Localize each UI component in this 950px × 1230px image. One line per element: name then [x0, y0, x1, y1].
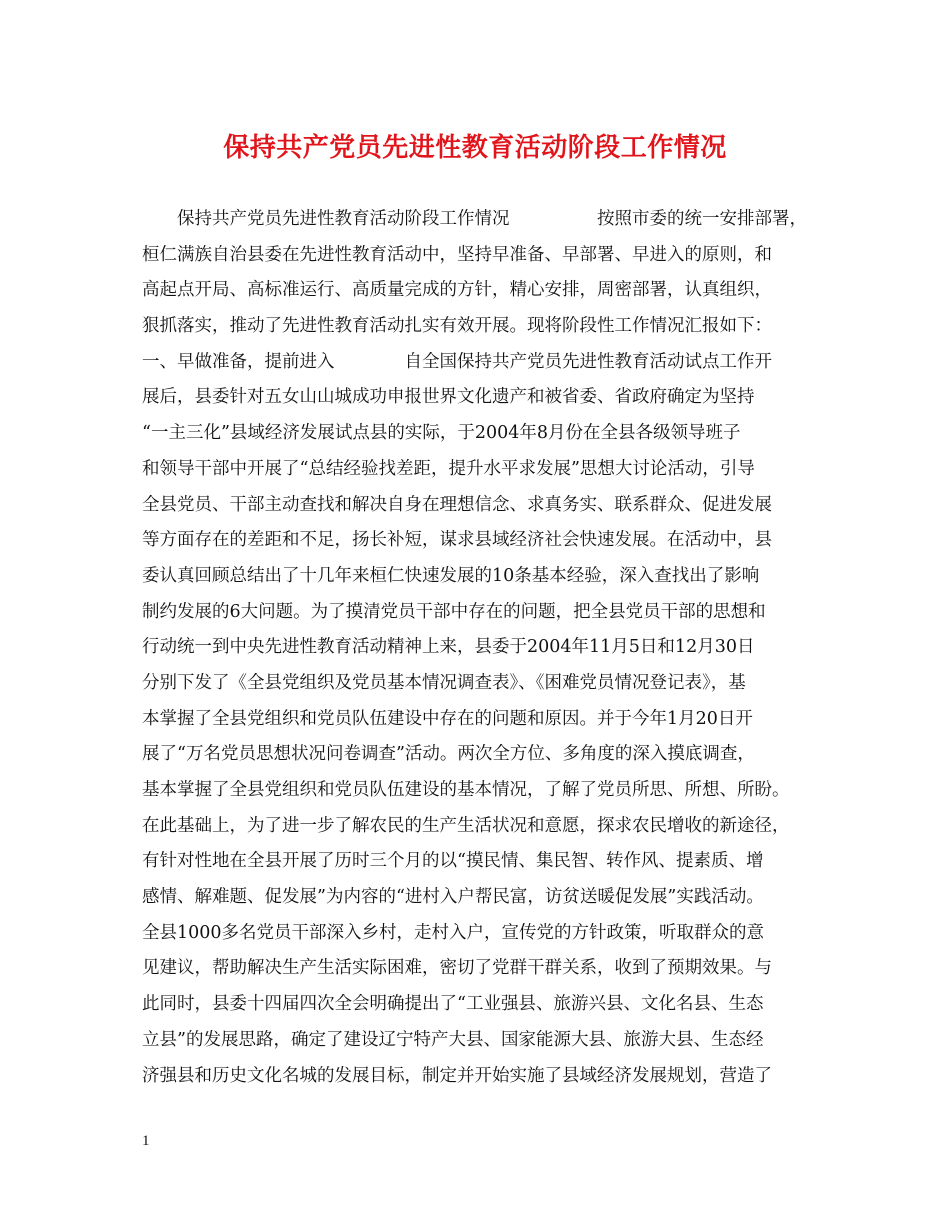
body-line: 立县”的发展思路，确定了建设辽宁特产大县、国家能源大县、旅游大县、生态经 [142, 1029, 764, 1050]
body-line: 等方面存在的差距和不足，扬长补短，谋求县域经济社会快速发展。在活动中，县 [142, 530, 772, 551]
body-line: 感情、解难题、促发展”为内容的“进村入户帮民富，访贫送暖促发展”实践活动。 [142, 887, 764, 908]
document-title: 保持共产党员先进性教育活动阶段工作情况 [223, 133, 727, 163]
body-line: 一、早做准备，提前进入 自全国保持共产党员先进性教育活动试点工作开 [142, 351, 772, 372]
body-line: 有针对性地在全县开展了历时三个月的以“摸民情、集民智、转作风、提素质、增 [142, 851, 764, 872]
page-number: 1 [142, 1133, 150, 1149]
body-line: 和领导干部中开展了“总结经验找差距，提升水平求发展”思想大讨论活动，引导 [142, 458, 755, 479]
body-line: 此同时，县委十四届四次全会明确提出了“工业强县、旅游兴县、文化名县、生态 [142, 994, 764, 1015]
body-line: 行动统一到中央先进性教育活动精神上来，县委于2004年11月5日和12月30日 [142, 637, 755, 658]
body-line: 基本掌握了全县党组织和党员队伍建设的基本情况，了解了党员所思、所想、所盼。 [142, 780, 790, 800]
body-line: 分别下发了《全县党组织及党员基本情况调查表》、《困难党员情况登记表》，基 [142, 672, 746, 693]
body-line: “一主三化”县域经济发展试点县的实际，于2004年8月份在全县各级领导班子 [142, 423, 741, 444]
body-line: 全县党员、干部主动查找和解决自身在理想信念、求真务实、联系群众、促进发展 [142, 494, 772, 515]
body-line: 保持共产党员先进性教育活动阶段工作情况 按照市委的统一安排部署， [142, 209, 807, 229]
body-line: 委认真回顾总结出了十几年来桓仁快速发展的10条基本经验，深入查找出了影响 [142, 565, 760, 586]
body-line: 制约发展的6大问题。为了摸清党员干部中存在的问题，把全县党员干部的思想和 [142, 601, 766, 622]
body-line: 高起点开局、高标准运行、高质量完成的方针，精心安排，周密部署，认真组织， [142, 280, 772, 301]
body-line: 展后，县委针对五女山山城成功申报世界文化遗产和被省委、省政府确定为坚持 [142, 387, 755, 408]
body-line: 在此基础上，为了进一步了解农民的生产生活状况和意愿，探求农民增收的新途径， [142, 815, 790, 836]
body-line: 狠抓落实，推动了先进性教育活动扎实有效开展。现将阶段性工作情况汇报如下： [142, 316, 772, 337]
body-line: 本掌握了全县党组织和党员队伍建设中存在的问题和原因。并于今年1月20日开 [142, 708, 753, 729]
body-line: 济强县和历史文化名城的发展目标，制定并开始实施了县域经济发展规划，营造了 [142, 1065, 772, 1086]
body-line: 桓仁满族自治县委在先进性教育活动中，坚持早准备、早部署、早进入的原则，和 [142, 244, 772, 265]
body-line: 全县1000多名党员干部深入乡村，走村入户，宣传党的方针政策，听取群众的意 [142, 922, 765, 943]
body-line: 展了“万名党员思想状况问卷调查”活动。两次全方位、多角度的深入摸底调查， [142, 744, 755, 765]
body-line: 见建议，帮助解决生产生活实际困难，密切了党群干群关系，收到了预期效果。与 [142, 958, 772, 979]
document-body [142, 202, 832, 1094]
